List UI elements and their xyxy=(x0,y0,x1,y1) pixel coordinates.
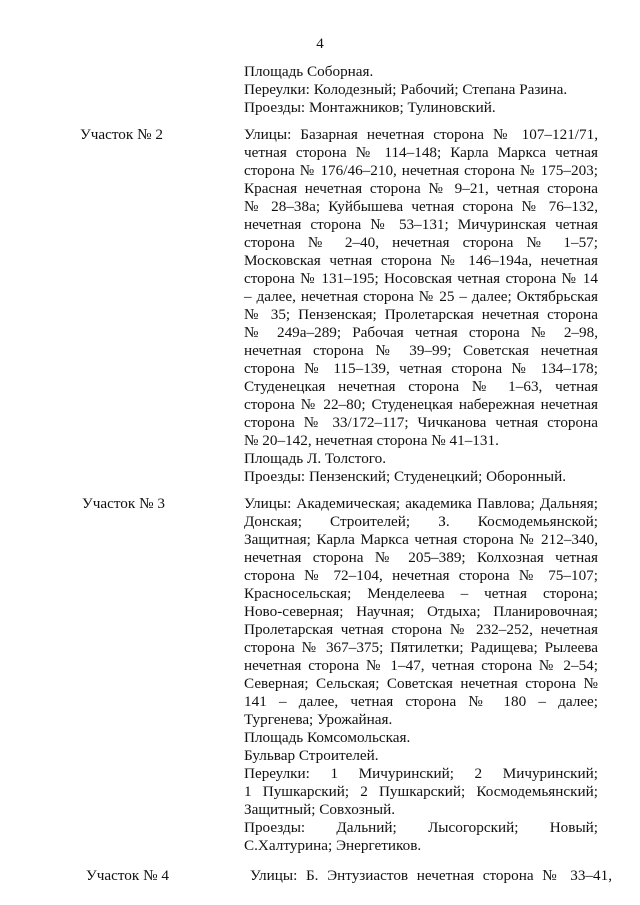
section-line: Защитный; Совхозный. xyxy=(244,801,396,818)
section-line: Площадь Л. Толстого. xyxy=(244,450,387,467)
section-line: сторона № 2–40, нечетная сторона № 1–57; xyxy=(244,234,598,251)
section-line: Бульвар Строителей. xyxy=(244,747,379,764)
section-line: Проезды: Дальний; Лысогорский; Новый; xyxy=(244,819,598,836)
section-line: нечетная сторона № 1–47, четная сторона № 2–54; xyxy=(244,657,598,674)
section-line: Северная; Сельская; Советская нечетная сторона № xyxy=(244,675,598,692)
section-line: Улицы: Б. Энтузиастов нечетная сторона № 33–41, xyxy=(250,867,612,884)
section-line: С.Халтурина; Энергетиков. xyxy=(244,837,422,854)
section-label: Участок № 2 xyxy=(80,126,163,143)
section-line: сторона № 72–104, нечетная сторона № 75–107; xyxy=(244,567,598,584)
section-line: нечетная сторона № 205–389; Колхозная четная xyxy=(244,549,598,566)
section-line: нечетная сторона № 53–131; Мичуринская четная xyxy=(244,216,598,233)
section-line: четная сторона № 114–148; Карла Маркса четная xyxy=(244,144,598,161)
section-line: нечетная сторона № 39–99; Советская нечетная xyxy=(244,342,598,359)
section-line: сторона № 367–375; Пятилетки; Радищева; Рылеева xyxy=(244,639,598,656)
section-line: Защитная; Карла Маркса четная сторона № 212–340, xyxy=(244,531,598,548)
section-line: № 28–38а; Куйбышева четная сторона № 76–132, xyxy=(244,198,598,215)
section-label: Участок № 4 xyxy=(86,867,169,884)
section-line: сторона № 33/172–117; Чичканова четная сторона xyxy=(244,414,598,431)
section-line: 1 Пушкарский; 2 Пушкарский; Космодемьянский; xyxy=(244,783,598,800)
section-line: Пролетарская четная сторона № 232–252, нечетная xyxy=(244,621,598,638)
section-line: Студенецкая нечетная сторона № 1–63, четная xyxy=(244,378,598,395)
section-line: № 249а–289; Рабочая четная сторона № 2–98, xyxy=(244,324,598,341)
intro-line: Переулки: Колодезный; Рабочий; Степана Разина. xyxy=(244,81,568,98)
section-line: сторона № 22–80; Студенецкая набережная нечетная xyxy=(244,396,598,413)
section-line: № 20–142, нечетная сторона № 41–131. xyxy=(244,432,499,449)
section-line: – далее, нечетная сторона № 25 – далее; Октябрьская xyxy=(244,288,598,305)
section-line: Улицы: Академическая; академика Павлова; Дальняя; xyxy=(244,495,598,512)
section-line: Донская; Строителей; З. Космодемьянской; xyxy=(244,513,598,530)
section-label: Участок № 3 xyxy=(82,495,165,512)
intro-line: Проезды: Монтажников; Тулиновский. xyxy=(244,99,496,116)
section-line: сторона № 131–195; Носовская четная сторона № 14 xyxy=(244,270,598,287)
intro-line: Площадь Соборная. xyxy=(244,63,374,80)
section-line: сторона № 115–139, четная сторона № 134–178; xyxy=(244,360,598,377)
section-line: Ново-северная; Научная; Отдыха; Планировочная; xyxy=(244,603,598,620)
section-line: № 35; Пензенская; Пролетарская нечетная сторона xyxy=(244,306,598,323)
section-line: Переулки: 1 Мичуринский; 2 Мичуринский; xyxy=(244,765,598,782)
section-line: Тургенева; Урожайная. xyxy=(244,711,393,728)
section-line: Красносельская; Менделеева – четная сторона; xyxy=(244,585,598,602)
page-number: 4 xyxy=(316,36,324,52)
section-line: Площадь Комсомольская. xyxy=(244,729,411,746)
section-line: Улицы: Базарная нечетная сторона № 107–121/71, xyxy=(244,126,598,143)
section-line: Красная нечетная сторона № 9–21, четная сторона xyxy=(244,180,598,197)
section-line: 141 – далее, четная сторона № 180 – далее; xyxy=(244,693,598,710)
section-line: Московская четная сторона № 146–194а, нечетная xyxy=(244,252,598,269)
section-line: Проезды: Пензенский; Студенецкий; Оборонный. xyxy=(244,468,567,485)
section-line: сторона № 176/46–210, нечетная сторона № 175–203; xyxy=(244,162,598,179)
